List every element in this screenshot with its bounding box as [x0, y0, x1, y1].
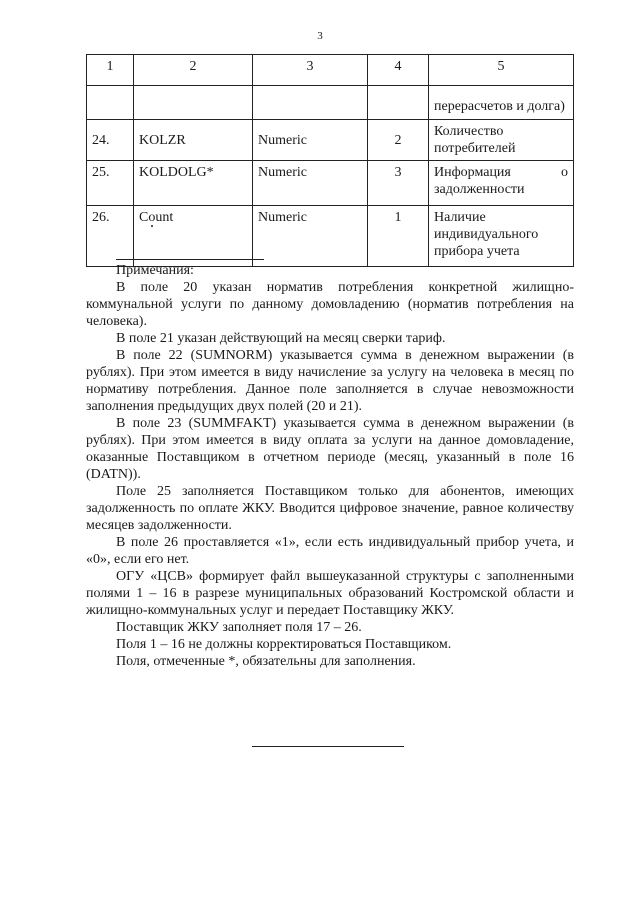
- description-line: прибора учета: [434, 244, 520, 259]
- description-line: задолженности: [434, 182, 525, 197]
- row-number: 24.: [87, 120, 134, 161]
- field-name: KOLDOLG*: [134, 161, 253, 206]
- description-cell: [429, 161, 574, 206]
- notes-title: Примечания:: [116, 263, 194, 278]
- field-type: Numeric: [253, 206, 368, 267]
- note-paragraph: ОГУ «ЦСВ» формирует файл вышеуказанной структуры с заполненными полями 1 – 16 в разрезе муниципальных образований Костромской области и жилищно-коммунальных услуг и передает Поставщику ЖКУ.: [86, 569, 574, 618]
- field-name: Count: [134, 206, 253, 267]
- description-cell: Количество потребителей: [429, 120, 574, 161]
- note-paragraph: Поле 25 заполняется Поставщиком только для абонентов, имеющих задолженность по оплате ЖКУ. Вводится цифровое значение, равное количеству месяцев задолженности.: [86, 484, 574, 533]
- description-line: [434, 164, 568, 181]
- note-paragraph: Поля, отмеченные *, обязательны для заполнения.: [116, 654, 416, 669]
- table-row-continuation: [87, 86, 574, 120]
- field-type: Numeric: [253, 161, 368, 206]
- description-word: Информация: [434, 165, 511, 180]
- empty-cell: [87, 86, 134, 120]
- note-paragraph: В поле 22 (SUMNORM) указывается сумма в денежном выражении (в рублях). При этом имеется в виду начисление за услугу на человека в месяц по нормативу потребления. Данное поле заполняется в случае невозможности заполнения предыдущих двух полей (20 и 21).: [86, 348, 574, 414]
- description-line: Наличие: [434, 210, 486, 225]
- separator-line: [116, 259, 264, 260]
- end-separator-line: [252, 746, 404, 747]
- table-row: [87, 206, 574, 267]
- header-cell-5: 5: [429, 55, 574, 86]
- notes-section: [86, 262, 574, 670]
- table-row: [87, 120, 574, 161]
- row-number: 26.: [87, 206, 134, 267]
- empty-cell: [368, 86, 429, 120]
- field-length: 2: [368, 120, 429, 161]
- field-name: KOLZR: [134, 120, 253, 161]
- field-type: Numeric: [253, 120, 368, 161]
- note-paragraph: Поля 1 – 16 не должны корректироваться Поставщиком.: [116, 637, 452, 652]
- table-row: [87, 161, 574, 206]
- note-paragraph: Поставщик ЖКУ заполняет поля 17 – 26.: [116, 620, 362, 635]
- field-length: 3: [368, 161, 429, 206]
- header-cell-4: 4: [368, 55, 429, 86]
- description-line: индивидуального: [434, 227, 539, 242]
- description-cell: перерасчетов и долга): [429, 86, 574, 120]
- header-cell-3: 3: [253, 55, 368, 86]
- page-number: 3: [317, 30, 323, 42]
- empty-cell: [134, 86, 253, 120]
- empty-cell: [253, 86, 368, 120]
- scan-speck: [151, 225, 153, 227]
- note-paragraph: В поле 21 указан действующий на месяц сверки тариф.: [116, 331, 446, 346]
- header-cell-2: 2: [134, 55, 253, 86]
- header-cell-1: 1: [87, 55, 134, 86]
- note-paragraph: В поле 20 указан норматив потребления конкретной жилищно-коммунальной услуги по данному домовладению (норматив потребления на человека).: [86, 280, 574, 329]
- row-number: 25.: [87, 161, 134, 206]
- field-length: 1: [368, 206, 429, 267]
- table-header-row: [87, 55, 574, 86]
- note-paragraph: В поле 23 (SUMMFAKT) указывается сумма в денежном выражении (в рублях). При этом имеется в виду оплата за услуги на данное домовладение, оказанные Поставщиком в отчетном периоде (месяц, указанный в поле 16 (DATN)).: [86, 416, 574, 482]
- description-cell: [429, 206, 574, 267]
- description-word: о: [561, 165, 568, 180]
- note-paragraph: В поле 26 проставляется «1», если есть индивидуальный прибор учета, и «0», если его нет.: [86, 535, 574, 567]
- fields-table: [86, 54, 574, 267]
